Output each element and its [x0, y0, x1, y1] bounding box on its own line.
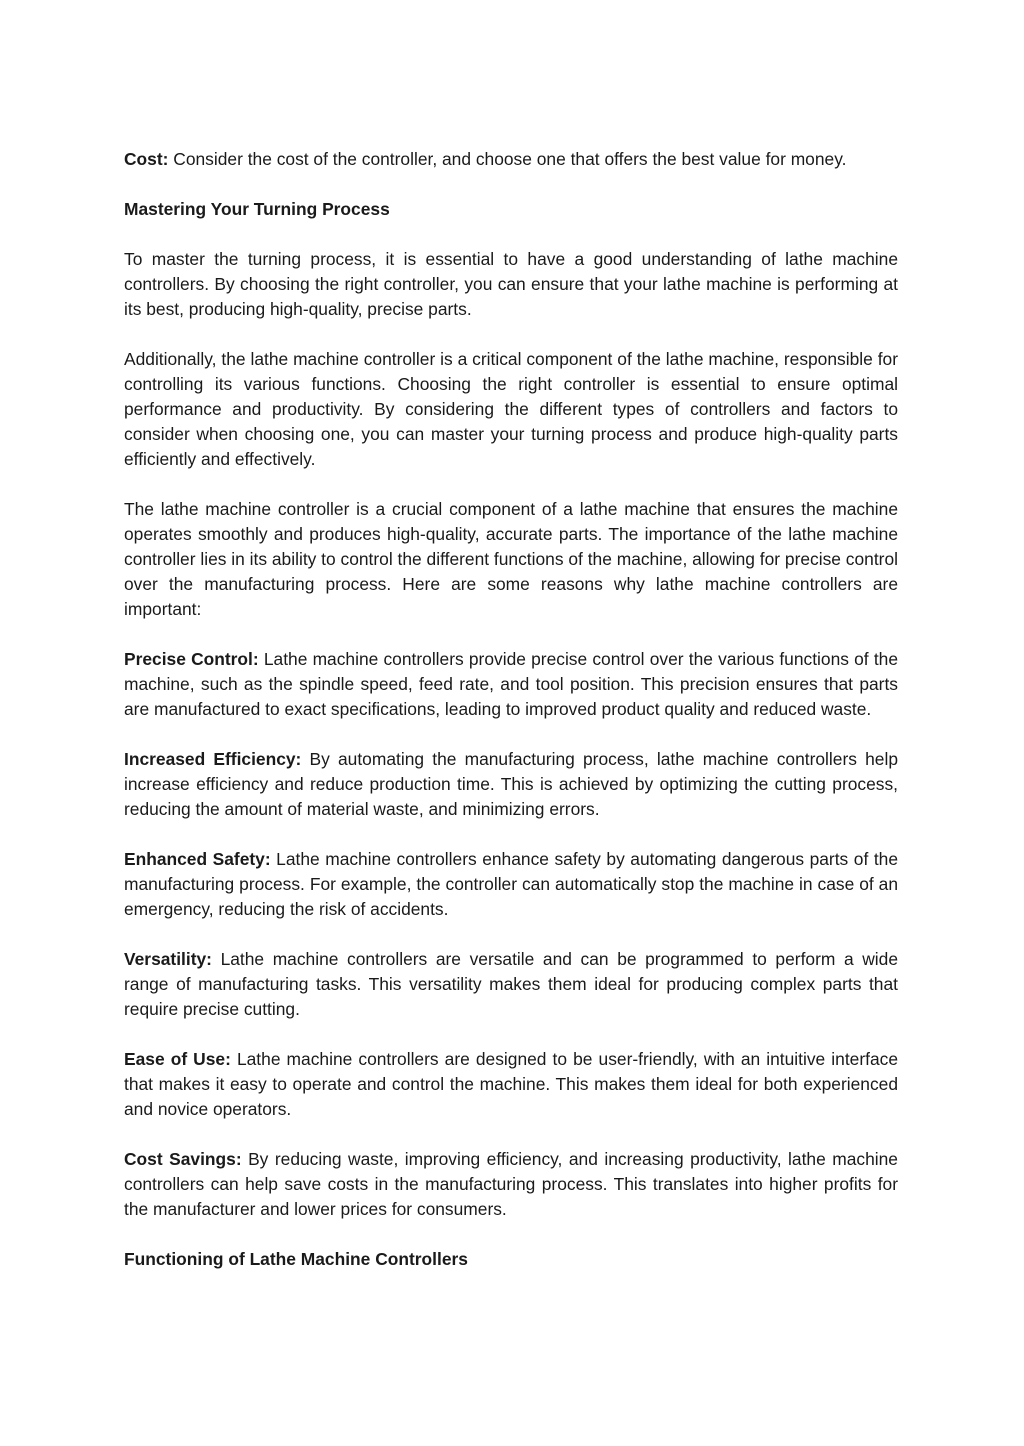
reason-increased-efficiency [124, 747, 898, 822]
reason-label: Cost Savings: [124, 1149, 242, 1169]
reason-label: Enhanced Safety: [124, 849, 271, 869]
reason-text: Lathe machine controllers are designed to be user-friendly, with an intuitive interface that makes it easy to operate and control the machine. This makes them ideal for both experienced and novice operators. [124, 1049, 899, 1119]
reason-text: By reducing waste, improving efficiency, and increasing productivity, lathe machine controllers can help save costs in the manufacturing process. This translates into higher profits for the manufacturer and lower prices for consumers. [124, 1149, 898, 1219]
reason-text: Lathe machine controllers are versatile and can be programmed to perform a wide range of manufacturing tasks. This versatility makes them ideal for producing complex parts that require precise cutting. [124, 949, 898, 1019]
cost-text: Consider the cost of the controller, and choose one that offers the best value for money. [168, 149, 847, 169]
heading-functioning: Functioning of Lathe Machine Controllers [124, 1249, 468, 1269]
reason-text: Lathe machine controllers enhance safety by automating dangerous parts of the manufacturing process. For example, the controller can automatically stop the machine in case of an emergency, reducing the risk of accidents. [124, 849, 898, 919]
reason-precise-control [124, 647, 898, 722]
paragraph-master-turning: To master the turning process, it is essential to have a good understanding of lathe machine controllers. By choosing the right controller, you can ensure that your lathe machine is performing at its best, producing high-quality, precise parts. [124, 249, 898, 319]
reason-text: Lathe machine controllers provide precise control over the various functions of the machine, such as the spindle speed, feed rate, and tool position. This precision ensures that parts are manufactured to exact specifications, leading to improved product quality and reduced waste. [124, 649, 898, 719]
reason-cost-savings [124, 1147, 898, 1222]
document-page [124, 147, 898, 1297]
heading-mastering: Mastering Your Turning Process [124, 199, 390, 219]
paragraph-additionally: Additionally, the lathe machine controller is a critical component of the lathe machine, responsible for controlling its various functions. Choosing the right controller is essential to ensure optimal performance and productivity. By considering the different types of controllers and factors to consider when choosing one, you can master your turning process and produce high-quality parts efficiently and effectively. [124, 349, 898, 469]
reason-ease-of-use [124, 1047, 898, 1122]
reason-versatility [124, 947, 898, 1022]
reason-enhanced-safety [124, 847, 898, 922]
reason-text: By automating the manufacturing process, lathe machine controllers help increase efficiency and reduce production time. This is achieved by optimizing the cutting process, reducing the amount of material waste, and minimizing errors. [124, 749, 898, 819]
cost-label: Cost: [124, 149, 169, 169]
paragraph-importance: The lathe machine controller is a crucial component of a lathe machine that ensures the machine operates smoothly and produces high-quality, accurate parts. The importance of the lathe machine controller lies in its ability to control the different functions of the machine, allowing for precise control over the manufacturing process. Here are some reasons why lathe machine controllers are important: [124, 499, 898, 619]
reason-label: Precise Control: [124, 649, 259, 669]
cost-paragraph [124, 147, 898, 172]
reason-label: Increased Efficiency: [124, 749, 302, 769]
reason-label: Versatility: [124, 949, 212, 969]
reason-label: Ease of Use: [124, 1049, 231, 1069]
